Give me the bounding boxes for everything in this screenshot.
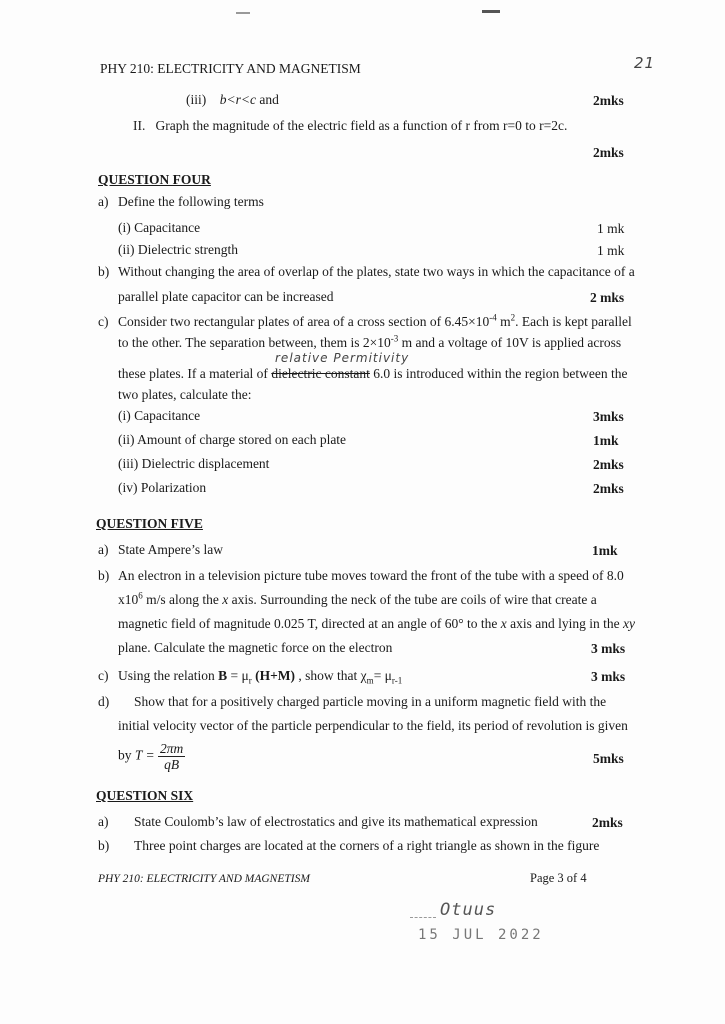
question-part: (iii) b<r<c and (186, 92, 279, 107)
marks: 2mks (593, 481, 624, 496)
marks: 1mk (592, 543, 618, 558)
label: a) (98, 814, 109, 829)
question-item: (ii) Amount of charge stored on each plate (118, 432, 347, 447)
label: b) (98, 838, 110, 853)
label: b) (98, 568, 110, 583)
question-text: Without changing the area of overlap of the plates, state two ways in which the capacitance of a (118, 264, 635, 279)
question-text: parallel plate capacitor can be increased (118, 289, 334, 304)
scan-artifact (482, 10, 500, 13)
question-item: (iv) Polarization (118, 480, 207, 495)
question-text: magnetic field of magnitude 0.025 T, directed at an angle of 60° to the x axis and lying in the xy (118, 616, 635, 631)
marks: 2mks (593, 457, 624, 472)
section-title: QUESTION FIVE (96, 516, 203, 531)
marks: 1 mk (597, 243, 625, 258)
marks: 2mks (593, 145, 624, 160)
label: a) (98, 542, 109, 557)
marks: 5mks (593, 751, 624, 766)
question-item: (i) Capacitance (118, 408, 201, 423)
page-annotation: 21 (634, 54, 656, 72)
marks: 2 mks (590, 290, 625, 305)
question-text: $x10^6$ m/s along the x axis. Surrounding the neck of the tube are coils of wire that create a (118, 590, 597, 607)
label: c) (98, 668, 109, 683)
question-item: (ii) Dielectric strength (118, 242, 238, 257)
handwritten-correction: relative Permitivity (275, 351, 410, 365)
question-text: Three point charges are located at the corners of a right triangle as shown in the figure (134, 838, 600, 853)
question-text: An electron in a television picture tube moves toward the front of the tube with a speed of 8.0 (118, 568, 624, 583)
question-text: Define the following terms (118, 194, 264, 209)
question-text: to the other. The separation between, them is $2\times 10^{-3}$ m and a voltage of 10V is applied across (118, 333, 622, 350)
page-number: Page 3 of 4 (530, 871, 587, 885)
stamp-line (410, 917, 436, 918)
date-stamp: 15 JUL 2022 (418, 927, 544, 943)
question-item: (i) Capacitance (118, 220, 201, 235)
question-text: initial velocity vector of the particle perpendicular to the field, its period of revolution is given (118, 718, 628, 733)
label: d) (98, 694, 110, 709)
question-text: Consider two rectangular plates of area of a cross section of $6.45\times 10^{-4}$ $m^2$. Each is kept parallel (118, 312, 632, 329)
question-text: two plates, calculate the: (118, 387, 252, 402)
label: b) (98, 264, 110, 279)
marks: 2mks (592, 815, 623, 830)
footer-course: PHY 210: ELECTRICITY AND MAGNETISM (98, 873, 310, 885)
question-text: plane. Calculate the magnetic force on the electron (118, 640, 393, 655)
marks: 2mks (593, 93, 624, 108)
scan-artifact (236, 12, 250, 14)
question-text: State Ampere’s law (118, 542, 223, 557)
section-title: QUESTION SIX (96, 788, 194, 803)
question-text: Show that for a positively charged particle moving in a uniform magnetic field with the (134, 694, 607, 709)
label: a) (98, 194, 109, 209)
marks: 3 mks (591, 669, 626, 684)
question-text: State Coulomb’s law of electrostatics and give its mathematical expression (134, 814, 538, 829)
question-part: II. Graph the magnitude of the electric field as a function of r from r=0 to r=2c. (133, 118, 568, 133)
question-text: Using the relation $B = \mu_r$ (H+M) , show that $\chi_m= \mu_{r-1}$ (118, 668, 403, 686)
question-item: (iii) Dielectric displacement (118, 456, 270, 471)
label: c) (98, 314, 109, 329)
header-course-title: PHY 210: ELECTRICITY AND MAGNETISM (100, 61, 361, 76)
question-text: these plates. If a material of dielectric constant 6.0 is introduced within the region between the (118, 366, 628, 381)
section-title: QUESTION FOUR (98, 172, 211, 187)
signature: Otuus (440, 900, 497, 920)
marks: 3 mks (591, 641, 626, 656)
marks: 1 mk (597, 221, 625, 236)
marks: 3mks (593, 409, 624, 424)
formula: by T = $\frac{2\pi m}{qB}$ (118, 741, 184, 772)
marks: 1mk (593, 433, 619, 448)
